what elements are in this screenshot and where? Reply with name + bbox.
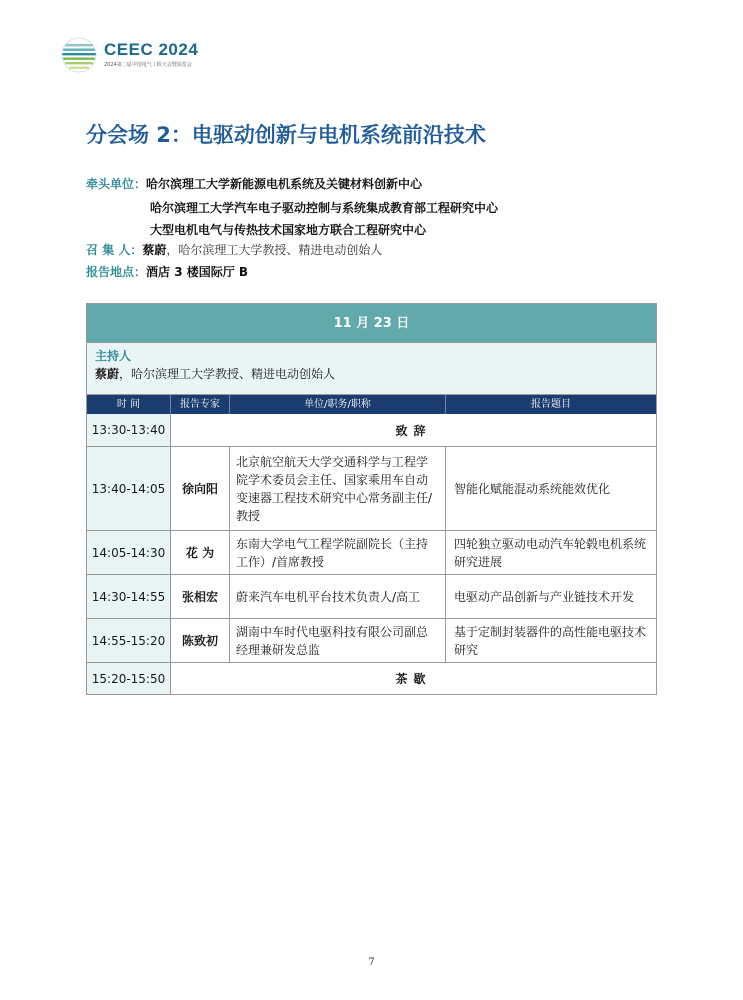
unit-cell: 东南大学电气工程学院副院长（主持工作）/首席教授	[230, 531, 446, 574]
ceec-logo	[60, 36, 200, 78]
time-cell: 13:30-13:40	[87, 414, 171, 446]
table-row	[87, 574, 656, 618]
host-label: 主持人	[95, 349, 132, 363]
convener-desc: ，哈尔滨理工大学教授、精进电动创始人	[166, 243, 383, 257]
lead-unit-line	[86, 177, 422, 191]
schedule-table	[86, 303, 657, 695]
convener-line	[86, 243, 382, 257]
topic-cell: 智能化赋能混动系统能效优化	[454, 481, 611, 496]
header-topic: 报告题目	[531, 399, 571, 410]
speaker-cell: 徐向阳	[171, 447, 230, 530]
ceec-globe-icon	[60, 36, 98, 74]
header-speaker: 报告专家	[171, 395, 230, 414]
unit-cell: 蔚来汽车电机平台技术负责人/高工	[230, 575, 446, 618]
table-header	[87, 395, 656, 414]
topic-cell: 四轮独立驱动电动汽车轮毂电机系统研究进展	[454, 536, 647, 569]
table-row	[87, 446, 656, 530]
table-row	[87, 662, 656, 694]
topic-cell: 电驱动产品创新与产业链技术开发	[454, 589, 635, 604]
time-cell: 14:30-14:55	[87, 575, 171, 618]
time-cell: 14:05-14:30	[87, 531, 171, 574]
time-cell: 15:20-15:50	[87, 663, 171, 694]
time-cell: 14:55-15:20	[87, 619, 171, 662]
host-block	[87, 343, 656, 395]
table-row	[87, 618, 656, 662]
host-desc: ，哈尔滨理工大学教授、精进电动创始人	[119, 367, 336, 381]
time-cell: 13:40-14:05	[87, 447, 171, 530]
table-body	[87, 414, 656, 694]
host-name: 蔡蔚	[95, 367, 120, 381]
lead-label: 牵头单位：	[86, 177, 147, 191]
convener-label: 召 集 人：	[86, 243, 143, 257]
lead-unit-2: 哈尔滨理工大学汽车电子驱动控制与系统集成教育部工程研究中心	[150, 201, 499, 215]
logo-title: CEEC 2024	[104, 40, 199, 59]
lead-unit-1: 哈尔滨理工大学新能源电机系统及关键材料创新中心	[146, 177, 423, 191]
speaker-cell: 陈致初	[171, 619, 230, 662]
speaker-cell: 张相宏	[171, 575, 230, 618]
event-cell: 致辞	[395, 423, 432, 438]
venue-label: 报告地点：	[86, 265, 147, 279]
venue: 酒店 3 楼国际厅 B	[146, 265, 249, 279]
table-row	[87, 530, 656, 574]
speaker-cell: 花 为	[171, 531, 230, 574]
event-cell: 茶歇	[395, 672, 432, 686]
header-time: 时 间	[87, 395, 171, 414]
topic-cell: 基于定制封装器件的高性能电驱技术研究	[454, 624, 647, 657]
header-unit: 单位/职务/职称	[230, 395, 446, 414]
unit-cell: 北京航空航天大学交通科学与工程学院学术委员会主任、国家乘用车自动变速器工程技术研究中心常务副主任/教授	[230, 447, 446, 530]
lead-unit-3: 大型电机电气与传热技术国家地方联合工程研究中心	[150, 223, 427, 237]
session-title: 分会场 2：电驱动创新与电机系统前沿技术	[86, 123, 486, 147]
convener-name: 蔡蔚	[142, 243, 167, 257]
date-header: 11 月 23 日	[87, 304, 656, 343]
logo-subtitle: 2024第二届中国电气工程大会暨展览会	[104, 62, 192, 68]
page-number: 7	[368, 957, 375, 968]
table-row	[87, 414, 656, 446]
venue-line	[86, 265, 248, 279]
unit-cell: 湖南中车时代电驱科技有限公司副总经理兼研发总监	[230, 619, 446, 662]
host-line	[95, 365, 648, 383]
